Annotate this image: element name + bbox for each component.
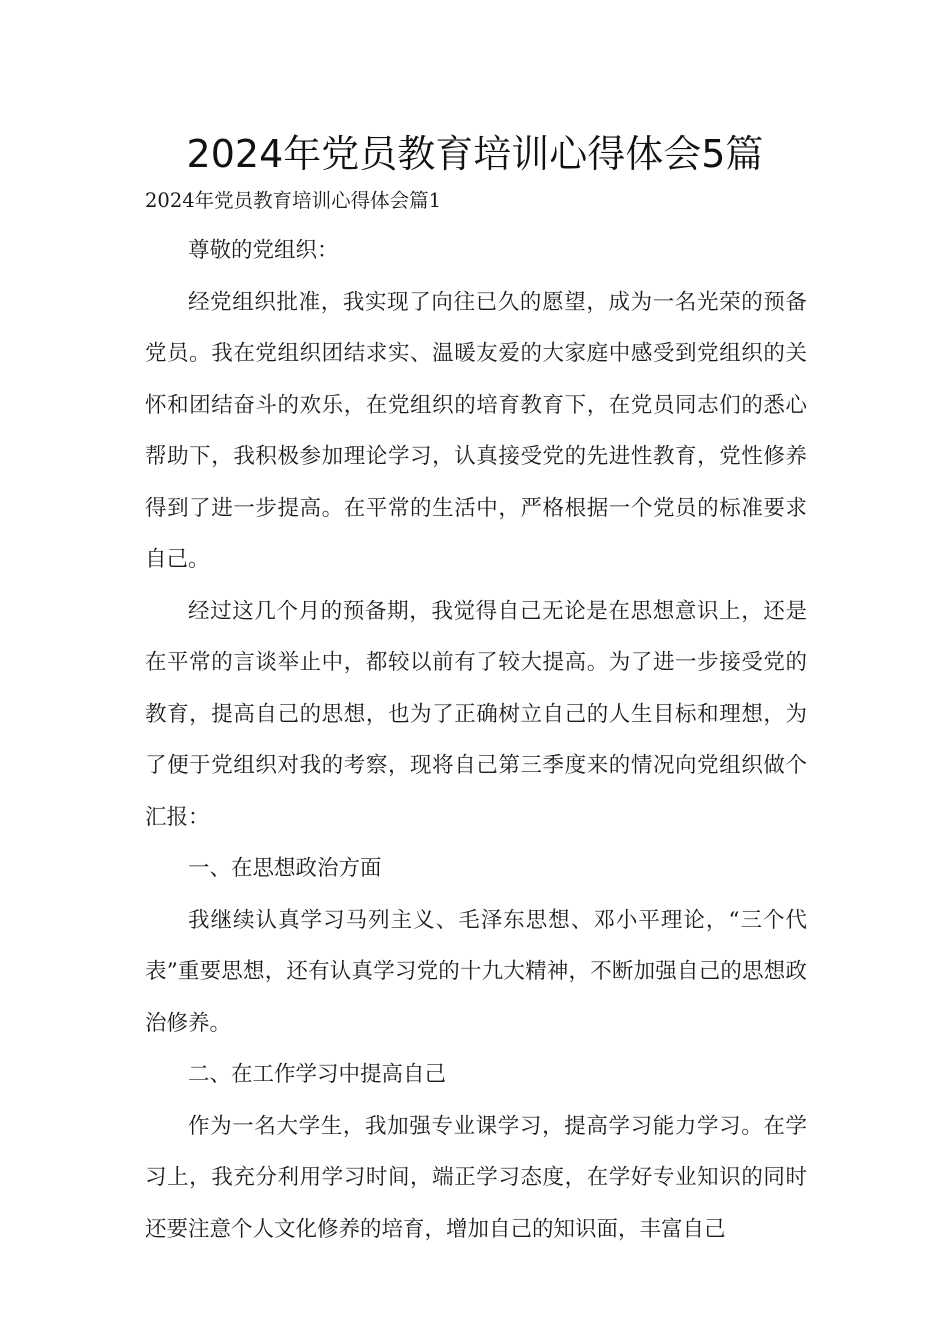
paragraph-approval: 经党组织批准，我实现了向往已久的愿望，成为一名光荣的预备党员。我在党组织团结求实、温暖友爱的大家庭中感受到党组织的关怀和团结奋斗的欢乐，在党组织的培育教育下，在党员同志们的悉心帮助下，我积极参加理论学习，认真接受党的先进性教育，党性修养得到了进一步提高。在平常的生活中，严格根据一个党员的标准要求自己。 (145, 289, 807, 572)
document-subtitle: 2024年党员教育培训心得体会篇1 (145, 189, 442, 212)
section-heading-work-study: 二、在工作学习中提高自己 (188, 1062, 447, 1087)
paragraph-work-study: 作为一名大学生，我加强专业课学习，提高学习能力学习。在学习上，我充分利用学习时间，端正学习态度，在学好专业知识的同时还要注意个人文化修养的培育，增加自己的知识面，丰富自己 (145, 1113, 807, 1242)
document-body (145, 186, 807, 1255)
section-heading-ideology: 一、在思想政治方面 (188, 856, 382, 881)
paragraph-probation: 经过这几个月的预备期，我觉得自己无论是在思想意识上，还是在平常的言谈举止中，都较以前有了较大提高。为了进一步接受党的教育，提高自己的思想，也为了正确树立自己的人生目标和理想，为了便于党组织对我的考察，现将自己第三季度来的情况向党组织做个汇报： (145, 598, 807, 830)
salutation: 尊敬的党组织： (188, 238, 339, 263)
paragraph-ideology: 我继续认真学习马列主义、毛泽东思想、邓小平理论，“三个代表”重要思想，还有认真学习党的十九大精神，不断加强自己的思想政治修养。 (145, 907, 807, 1036)
document-title: 2024年党员教育培训心得体会5篇 (186, 132, 764, 176)
